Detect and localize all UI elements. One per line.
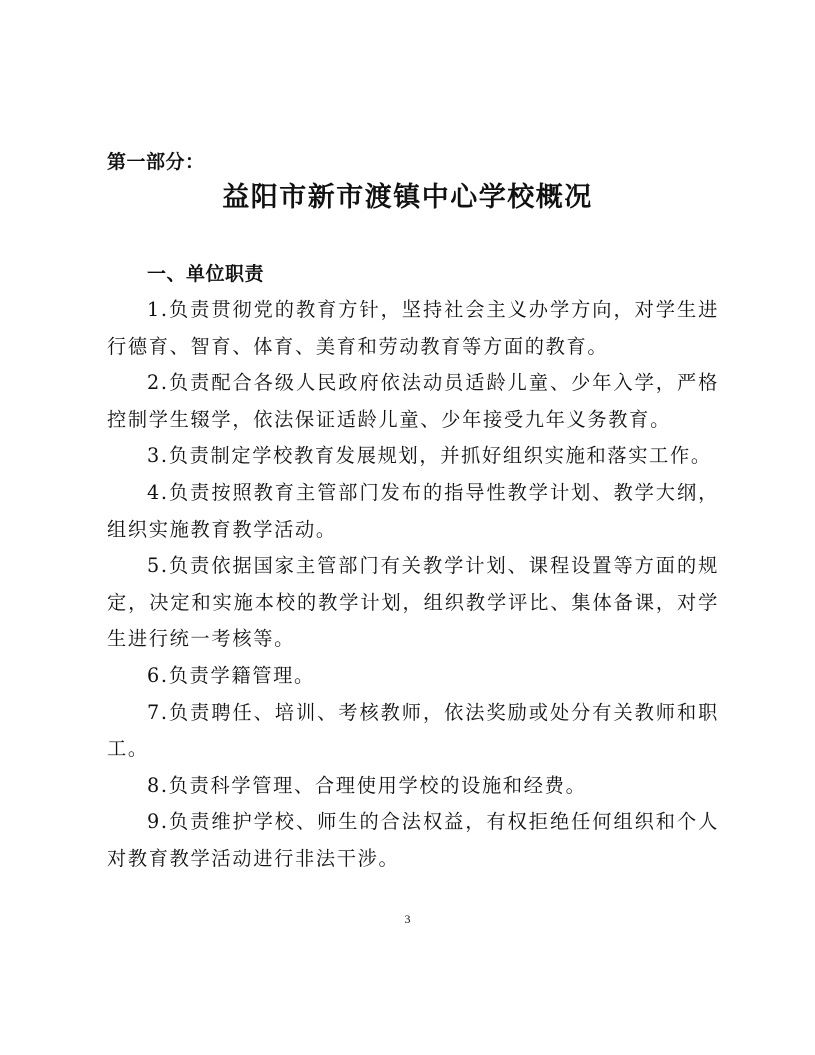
duty-item: 6.负责学籍管理。	[147, 663, 315, 687]
duty-item: 3.负责制定学校教育发展规划，并抓好组织实施和落实工作。	[147, 444, 712, 468]
duty-item: 7.负责聘任、培训、考核教师，依法奖励或处分有关教师和职工。	[107, 700, 719, 761]
duty-item: 2.负责配合各级人民政府依法动员适龄儿童、少年入学，严格控制学生辍学，依法保证适龄儿童、少年接受九年义务教育。	[107, 371, 719, 431]
document-title: 益阳市新市渡镇中心学校概况	[222, 182, 593, 213]
duty-item: 5.负责依据国家主管部门有关教学计划、课程设置等方面的规定，决定和实施本校的教学计划，组织教学评比、集体备课，对学生进行统一考核等。	[107, 554, 719, 651]
part-label: 第一部分：	[107, 151, 205, 173]
page-number: 3	[404, 912, 411, 926]
duty-item: 8.负责科学管理、合理使用学校的设施和经费。	[147, 773, 587, 797]
duty-item: 4.负责按照教育主管部门发布的指导性教学计划、教学大纲，组织实施教育教学活动。	[107, 480, 719, 541]
duties-list	[107, 292, 719, 878]
duty-item: 9.负责维护学校、师生的合法权益，有权拒绝任何组织和个人对教育教学活动进行非法干涉。	[107, 810, 719, 870]
section-heading: 一、单位职责	[147, 263, 265, 285]
duty-item: 1.负责贯彻党的教育方针，坚持社会主义办学方向，对学生进行德育、智育、体育、美育和劳动教育等方面的教育。	[107, 298, 719, 358]
